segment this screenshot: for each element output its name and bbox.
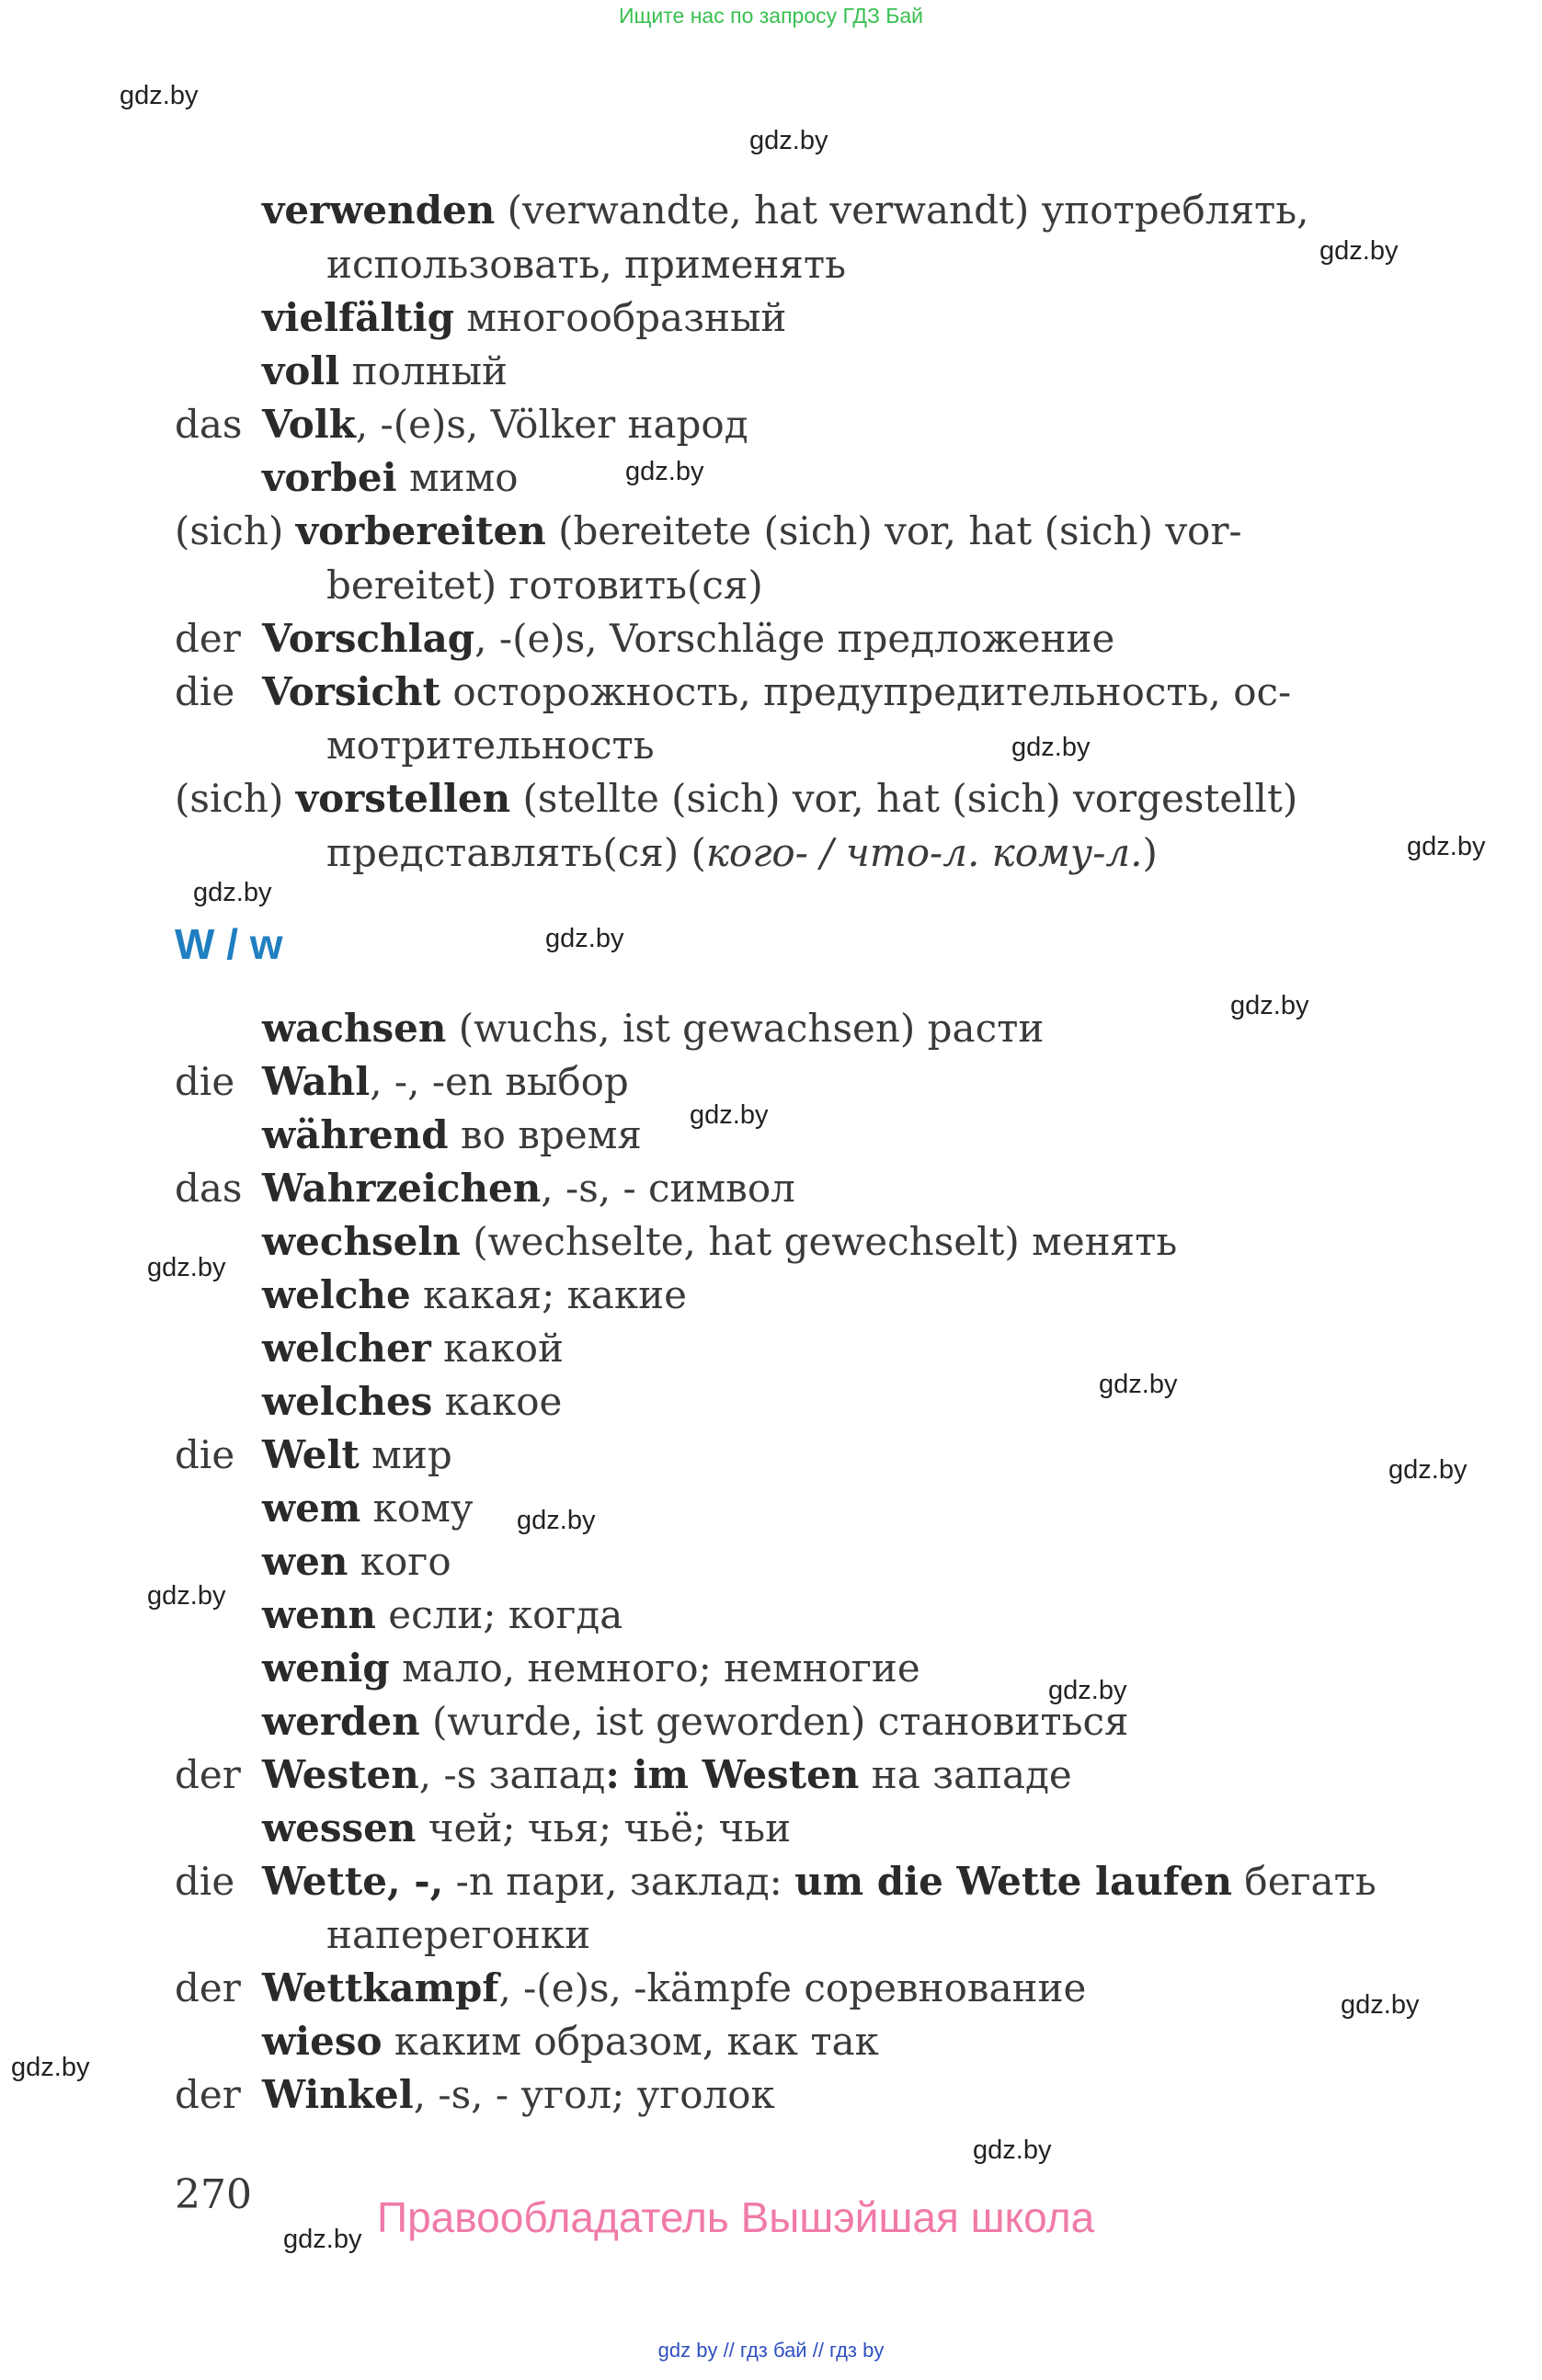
- watermark: gdz.by: [147, 1581, 226, 1611]
- entry-wen: wen кого: [262, 1539, 451, 1584]
- entry-winkel: der Winkel, -s, - угол; уголок: [175, 2072, 775, 2117]
- entry-vorstellen: (sich) vorstellen (stellte (sich) vor, hat (sich) vorgestellt): [175, 776, 1298, 821]
- entry-continuation: мотрительность: [326, 723, 655, 768]
- entry-werden: werden (wurde, ist geworden) становиться: [262, 1699, 1129, 1744]
- watermark: gdz.by: [1388, 1455, 1468, 1485]
- top-banner: Ищите нас по запросу ГДЗ Бай: [618, 4, 924, 28]
- entry-vorbereiten: (sich) vorbereiten (bereitete (sich) vor, hat (sich) vor-: [175, 508, 1242, 553]
- watermark: gdz.by: [1319, 236, 1399, 266]
- entry-continuation: наперегонки: [326, 1912, 591, 1957]
- entry-wahrzeichen: das Wahrzeichen, -s, - символ: [175, 1166, 795, 1211]
- watermark: gdz.by: [1341, 1990, 1420, 2020]
- entry-wahl: die Wahl, -, -en выбор: [175, 1059, 629, 1104]
- watermark: gdz.by: [1407, 832, 1486, 861]
- watermark: gdz.by: [625, 457, 704, 486]
- watermark: gdz.by: [545, 924, 624, 953]
- watermark: gdz.by: [973, 2135, 1052, 2165]
- entry-wem: wem кому: [262, 1486, 474, 1531]
- entry-welches: welches какое: [262, 1379, 563, 1424]
- watermark: gdz.by: [11, 2053, 90, 2082]
- watermark: gdz.by: [690, 1100, 769, 1130]
- entry-wechseln: wechseln (wechselte, hat gewechselt) менять: [262, 1219, 1178, 1264]
- watermark: gdz.by: [517, 1506, 596, 1535]
- page-number: 270: [175, 2171, 252, 2218]
- entry-continuation: использовать, применять: [326, 242, 847, 287]
- footer-links[interactable]: gdz by // гдз бай // гдз by: [657, 2339, 885, 2362]
- entry-wessen: wessen чей; чья; чьё; чьи: [262, 1805, 792, 1850]
- entry-wettkampf: der Wettkampf, -(e)s, -kämpfe соревнование: [175, 1965, 1087, 2010]
- entry-verwenden: verwenden (verwandte, hat verwandt) употреблять,: [262, 188, 1309, 233]
- entry-vorsicht: die Vorsicht осторожность, предупредительность, ос-: [175, 669, 1292, 714]
- entry-voll: voll полный: [262, 348, 508, 393]
- watermark: gdz.by: [749, 126, 828, 155]
- entry-wachsen: wachsen (wuchs, ist gewachsen) расти: [262, 1006, 1045, 1051]
- watermark: gdz.by: [193, 878, 272, 907]
- entry-wenig: wenig мало, немного; немногие: [262, 1646, 920, 1691]
- copyright-notice: Правообладатель Вышэйшая школа: [377, 2193, 1095, 2241]
- entry-westen: der Westen, -s запад: im Westen на западе: [175, 1752, 1072, 1797]
- entry-continuation: представлять(ся) (кого- / что-л. кому-л.): [326, 830, 1158, 875]
- entry-vorbei: vorbei мимо: [262, 455, 519, 500]
- entry-vielfaeltig: vielfältig многообразный: [262, 295, 787, 340]
- entry-wieso: wieso каким образом, как так: [262, 2019, 879, 2064]
- entry-volk: das Volk, -(e)s, Völker народ: [175, 402, 748, 447]
- entry-continuation: bereitet) готовить(ся): [326, 563, 763, 608]
- watermark: gdz.by: [1099, 1370, 1178, 1399]
- entry-welt: die Welt мир: [175, 1432, 452, 1477]
- section-heading: W / w: [175, 920, 283, 968]
- entry-welche: welche какая; какие: [262, 1272, 687, 1317]
- watermark: gdz.by: [120, 81, 199, 110]
- watermark: gdz.by: [283, 2225, 362, 2254]
- entry-vorschlag: der Vorschlag, -(e)s, Vorschläge предложение: [175, 616, 1115, 661]
- entry-waehrend: während во время: [262, 1112, 642, 1157]
- entry-wette: die Wette, -, -n пари, заклад: um die Wette laufen бегать: [175, 1859, 1376, 1904]
- entry-wenn: wenn если; когда: [262, 1592, 623, 1637]
- watermark: gdz.by: [147, 1253, 226, 1282]
- watermark: gdz.by: [1230, 991, 1309, 1020]
- watermark: gdz.by: [1048, 1676, 1127, 1705]
- watermark: gdz.by: [1011, 733, 1091, 762]
- entry-welcher: welcher какой: [262, 1326, 564, 1371]
